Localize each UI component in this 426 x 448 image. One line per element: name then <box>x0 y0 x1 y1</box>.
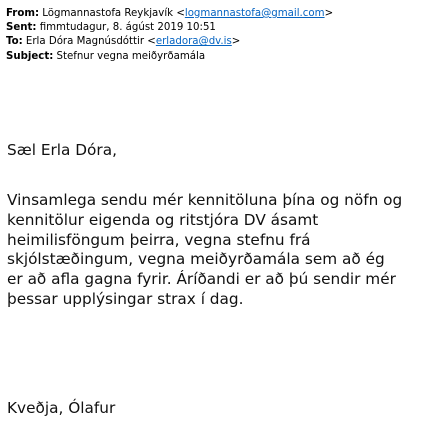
to-label: To: <box>6 36 23 48</box>
to-row <box>6 35 422 49</box>
to-name: Erla Dóra Magnúsdóttir <box>25 36 145 48</box>
body-line: er að afla gagna fyrir. Áríðandi er að þú sendir mér <box>7 270 396 289</box>
sent-label: Sent: <box>6 22 37 34</box>
from-label: From: <box>6 8 40 19</box>
from-name: Lögmannastofa Reykjavík <box>42 8 174 19</box>
body-line: þessar upplýsingar strax í dag. <box>7 289 244 308</box>
sent-row <box>6 21 422 35</box>
subject-row <box>6 50 422 64</box>
from-email-open: < <box>176 8 185 19</box>
body-line: kennitölur eigenda og ritstjóra DV ásamt <box>7 210 319 229</box>
from-email-close: > <box>324 8 334 19</box>
sent-value: fimmtudagur, 8. ágúst 2019 10:51 <box>39 22 216 34</box>
subject-value: Stefnur vegna meiðyrðamála <box>56 50 206 62</box>
email-header <box>6 7 422 64</box>
body-line: heimilisföngum þeirra, vegna stefnu frá <box>7 230 311 249</box>
to-email-link[interactable]: erladora@dv.is <box>155 36 232 48</box>
message-body <box>7 191 402 310</box>
to-email-close: > <box>231 36 241 48</box>
signoff: Kveðja, Ólafur <box>7 399 116 417</box>
body-line: Vinsamlega sendu mér kennitöluna þína og nöfn og <box>7 191 403 209</box>
to-email-open: < <box>147 36 156 48</box>
from-row <box>6 7 422 21</box>
body-line: skjólstæðingum, vegna meiðyrðamála sem að ég <box>7 250 385 269</box>
greeting: Sæl Erla Dóra, <box>7 141 117 159</box>
subject-label: Subject: <box>6 50 54 62</box>
from-email-link[interactable]: logmannastofa@gmail.com <box>184 8 325 19</box>
